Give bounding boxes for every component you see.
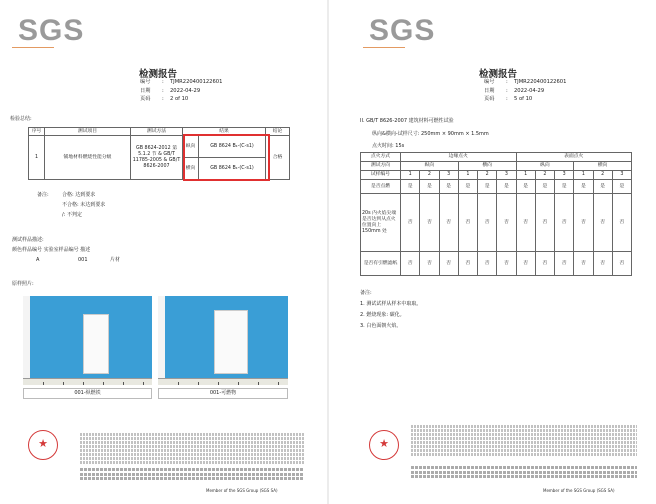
direction-label: 测试方向 — [361, 162, 401, 171]
member-line: Member of the SGS Group (SGS SA) — [206, 488, 278, 493]
member-line: Member of the SGS Group (SGS SA) — [543, 488, 615, 493]
star-icon: ★ — [379, 437, 389, 450]
page-title: 检测报告 — [139, 69, 178, 80]
result-value: GB 8624 B₁-(C-s1) — [199, 136, 266, 158]
sample-photo-1 — [23, 296, 152, 385]
cell: 否 — [555, 252, 574, 276]
note-line: 2. 燃烧现象: 碳化。 — [360, 312, 405, 318]
logo-underline — [363, 47, 405, 48]
specimen-label: 试样编号 — [361, 171, 401, 180]
col-header: 序号 — [29, 128, 45, 136]
direction: 横向 — [574, 162, 632, 171]
specimen-size: 纵向&横向-试样尺寸: 250mm × 90mm × 1.5mm — [372, 131, 489, 137]
meta-key: 页码 — [484, 96, 495, 102]
sample-description: 片材 — [110, 257, 121, 263]
cell: 是 — [612, 180, 631, 194]
row-label: 是否点燃 — [361, 180, 401, 194]
sample-headers: 颜色样品编号 实验室样品编号 描述 — [12, 247, 91, 253]
specimen-num: 2 — [535, 171, 554, 180]
row-label: 是否有引燃滤纸 — [361, 252, 401, 276]
cell: 否 — [439, 194, 458, 252]
specimen-num: 3 — [612, 171, 631, 180]
report-number: TJMR220400122601 — [514, 79, 567, 85]
report-date: 2022-04-29 — [170, 87, 201, 94]
report-page-2 — [329, 0, 656, 504]
cell: 否 — [535, 194, 554, 252]
cell: 否 — [574, 194, 593, 252]
meta-key: 日期 — [140, 87, 151, 94]
report-meta: 编号 : TJMR220400122601 日期 : 2022-04-29 页码 : 5 of 10 — [484, 79, 567, 102]
cell: 是 — [439, 180, 458, 194]
cell: 是 — [574, 180, 593, 194]
cell: 否 — [478, 194, 497, 252]
report-date: 2022-04-29 — [514, 87, 545, 94]
table-row — [361, 252, 632, 276]
disclaimer-text — [80, 433, 304, 465]
specimen-num: 1 — [458, 171, 477, 180]
specimen-num: 2 — [478, 171, 497, 180]
cell: 是 — [593, 180, 612, 194]
meta-key: 页码 — [140, 96, 151, 102]
result-value: GB 8624 B₁-(C-s1) — [199, 158, 266, 180]
table-row — [361, 194, 632, 252]
meta-key: 编号 — [140, 79, 151, 85]
cell: 否 — [497, 252, 516, 276]
page-title: 检测报告 — [479, 69, 518, 80]
cell: 否 — [555, 194, 574, 252]
cell: 否 — [458, 252, 477, 276]
page-number: 2 of 10 — [170, 96, 189, 102]
cell: 否 — [612, 194, 631, 252]
direction: 纵向 — [401, 162, 459, 171]
report-number: TJMR220400122601 — [170, 79, 223, 85]
cell: 否 — [574, 252, 593, 276]
cell: 否 — [439, 252, 458, 276]
cell: 否 — [593, 252, 612, 276]
ignition-type: 表面点火 — [516, 153, 632, 162]
table-row — [361, 180, 632, 194]
specimen-num: 1 — [516, 171, 535, 180]
direction: 纵向 — [516, 162, 574, 171]
certification-seal — [369, 430, 399, 460]
notes-label: 备注: — [37, 192, 49, 198]
cell: 是 — [458, 180, 477, 194]
specimen-num: 2 — [593, 171, 612, 180]
sample-color: A — [36, 257, 40, 263]
specimen-num: 1 — [401, 171, 420, 180]
sgs-logo: SGS — [369, 14, 436, 47]
result-direction: 横向 — [183, 158, 199, 180]
star-icon: ★ — [38, 437, 48, 450]
cell: 是 — [555, 180, 574, 194]
cell: 否 — [516, 194, 535, 252]
section-heading: II. GB/T 8626-2007 建筑材料可燃性试验 — [360, 118, 454, 124]
cell: 是 — [497, 180, 516, 194]
cell: 是 — [516, 180, 535, 194]
specimen-num: 3 — [497, 171, 516, 180]
disclaimer-text — [411, 425, 637, 457]
logo-underline — [12, 47, 54, 48]
cell: 否 — [593, 194, 612, 252]
row-label: 20s 内火焰尖端是否达到从点火位置向上 150mm 处 — [361, 194, 401, 252]
note-line: 合格: 达到要求 — [62, 192, 96, 198]
conclusion: 合格 — [266, 136, 290, 180]
address-block — [411, 466, 637, 480]
cell: 否 — [401, 194, 420, 252]
ignition-label: 点火方式 — [361, 153, 401, 162]
notes-label: 备注: — [360, 290, 372, 296]
note-line: 1. 测试试样从样本中取取。 — [360, 301, 422, 307]
cell: 否 — [612, 252, 631, 276]
report-meta: 编号 : TJMR220400122601 日期 : 2022-04-29 页码 : 2 of 10 — [140, 79, 223, 102]
cell: 否 — [478, 252, 497, 276]
specimen-num: 1 — [574, 171, 593, 180]
flammability-table — [360, 152, 632, 276]
cell: 否 — [420, 252, 439, 276]
row-number: 1 — [29, 136, 45, 180]
cell: 是 — [478, 180, 497, 194]
photo-caption: 001-纵燃铁 — [23, 388, 152, 399]
col-header: 测试项目 — [45, 128, 131, 136]
ignition-type: 边缘点火 — [401, 153, 517, 162]
sample-heading: 测试样品描述: — [12, 237, 44, 243]
cell: 否 — [535, 252, 554, 276]
cell: 是 — [401, 180, 420, 194]
sample-lab-number: 001 — [78, 257, 88, 263]
specimen-num: 3 — [555, 171, 574, 180]
cell: 否 — [401, 252, 420, 276]
direction: 横向 — [458, 162, 516, 171]
note-line: 不合格: 未达到要求 — [62, 202, 106, 208]
sgs-logo: SGS — [18, 14, 85, 47]
cell: 否 — [458, 194, 477, 252]
cell: 是 — [535, 180, 554, 194]
report-page-1 — [0, 0, 327, 504]
specimen-num: 2 — [420, 171, 439, 180]
specimen-num: 3 — [439, 171, 458, 180]
result-highlight-box — [183, 134, 270, 181]
address-block — [80, 468, 304, 482]
cell: 是 — [420, 180, 439, 194]
page-number: 5 of 10 — [514, 96, 533, 102]
note-line: /: 不判定 — [62, 212, 82, 218]
cell: 否 — [516, 252, 535, 276]
cell: 否 — [420, 194, 439, 252]
certification-seal — [28, 430, 58, 460]
meta-key: 编号 — [484, 79, 495, 85]
col-header: 结果 — [183, 128, 266, 136]
test-item: 铺地材料燃烧性能分级 — [45, 136, 131, 180]
photo-caption: 001-可燃物 — [158, 388, 288, 399]
result-direction: 纵向 — [183, 136, 199, 158]
meta-key: 日期 — [484, 87, 495, 94]
ignition-time: 点火时间: 15s — [372, 143, 405, 149]
note-line: 3. 白色面朝火焰。 — [360, 323, 402, 329]
col-header: 结论 — [266, 128, 290, 136]
cell: 否 — [497, 194, 516, 252]
test-method: GB 8624-2012 第 5.1.2 节 & GB/T 11785-2005 & GB/T 8626-2007 — [131, 136, 183, 180]
photo-heading: 原样照片: — [12, 281, 34, 287]
col-header: 测试方法 — [131, 128, 183, 136]
summary-heading: 检验总结: — [10, 116, 32, 122]
sample-photo-2 — [158, 296, 288, 385]
